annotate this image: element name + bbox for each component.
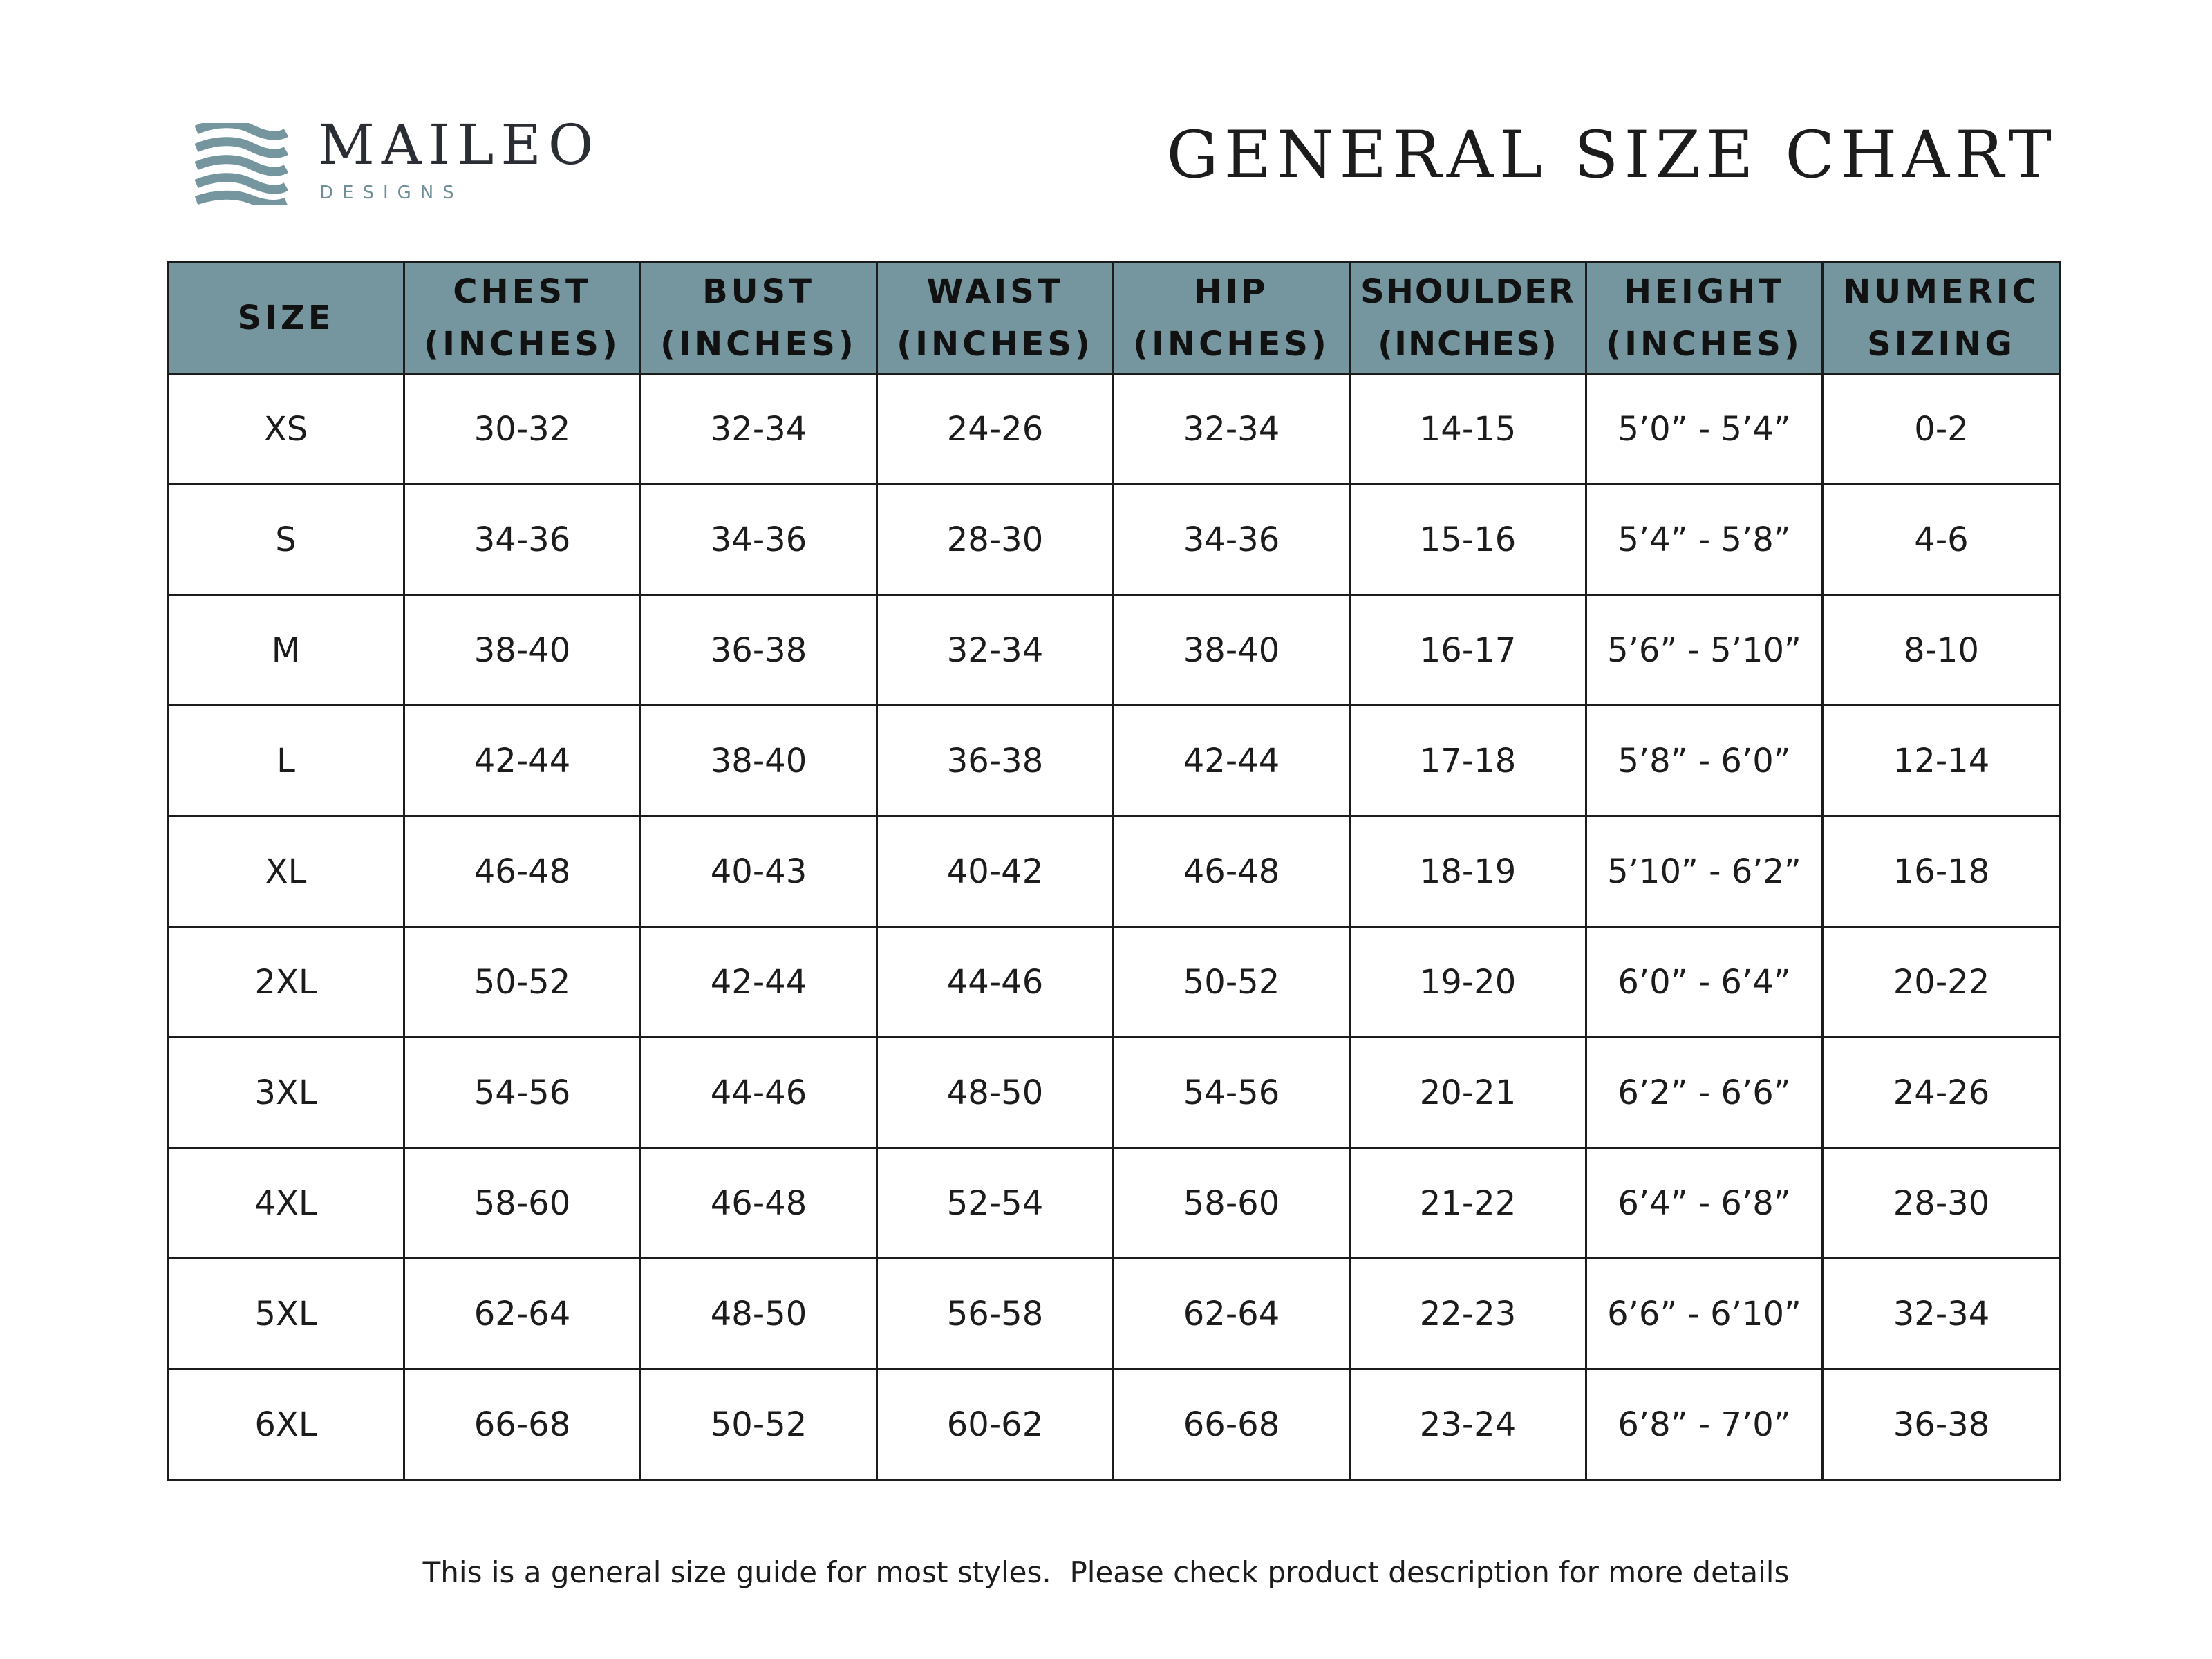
cell-size: M [168, 595, 404, 706]
cell-bust: 32-34 [641, 374, 877, 485]
cell-numeric: 4-6 [1823, 485, 2061, 595]
cell-hip: 46-48 [1114, 816, 1350, 927]
cell-chest: 50-52 [404, 927, 641, 1038]
footnote-text: This is a general size guide for most styles. Please check product description for more details [422, 1555, 1790, 1589]
cell-bust: 48-50 [641, 1259, 877, 1369]
cell-hip: 42-44 [1114, 706, 1350, 816]
cell-hip: 62-64 [1114, 1259, 1350, 1369]
cell-bust: 34-36 [641, 485, 877, 595]
cell-waist: 48-50 [877, 1038, 1114, 1148]
cell-bust: 38-40 [641, 706, 877, 816]
cell-size: 2XL [168, 927, 404, 1038]
cell-shoulder: 17-18 [1350, 706, 1586, 816]
cell-bust: 36-38 [641, 595, 877, 706]
cell-numeric: 20-22 [1823, 927, 2061, 1038]
cell-chest: 34-36 [404, 485, 641, 595]
cell-chest: 46-48 [404, 816, 641, 927]
header-waist: WAIST (INCHES) [877, 263, 1114, 374]
table-row [168, 1259, 2061, 1369]
cell-chest: 38-40 [404, 595, 641, 706]
table-row [168, 706, 2061, 816]
cell-height: 5’8” - 6’0” [1586, 706, 1823, 816]
cell-bust: 40-43 [641, 816, 877, 927]
cell-bust: 44-46 [641, 1038, 877, 1148]
table-row [168, 1038, 2061, 1148]
table-row [168, 927, 2061, 1038]
cell-shoulder: 19-20 [1350, 927, 1586, 1038]
cell-shoulder: 16-17 [1350, 595, 1586, 706]
cell-height: 6’0” - 6’4” [1586, 927, 1823, 1038]
cell-numeric: 24-26 [1823, 1038, 2061, 1148]
cell-size: XS [168, 374, 404, 485]
header-height: HEIGHT (INCHES) [1586, 263, 1823, 374]
table-header-row [168, 263, 2061, 374]
cell-shoulder: 14-15 [1350, 374, 1586, 485]
cell-numeric: 32-34 [1823, 1259, 2061, 1369]
cell-numeric: 16-18 [1823, 816, 2061, 927]
table-body [168, 374, 2061, 1480]
cell-numeric: 8-10 [1823, 595, 2061, 706]
cell-waist: 60-62 [877, 1369, 1114, 1480]
cell-chest: 30-32 [404, 374, 641, 485]
cell-bust: 42-44 [641, 927, 877, 1038]
brand-name: MAILEO [318, 113, 601, 177]
cell-shoulder: 23-24 [1350, 1369, 1586, 1480]
cell-height: 5’10” - 6’2” [1586, 816, 1823, 927]
cell-size: L [168, 706, 404, 816]
cell-numeric: 28-30 [1823, 1148, 2061, 1259]
cell-size: 4XL [168, 1148, 404, 1259]
header-numeric-sizing: NUMERIC SIZING [1823, 263, 2061, 374]
cell-height: 5’6” - 5’10” [1586, 595, 1823, 706]
cell-hip: 54-56 [1114, 1038, 1350, 1148]
cell-hip: 50-52 [1114, 927, 1350, 1038]
cell-shoulder: 20-21 [1350, 1038, 1586, 1148]
brand-subtitle: DESIGNS [319, 182, 463, 203]
table-row [168, 485, 2061, 595]
header-chest: CHEST (INCHES) [404, 263, 641, 374]
cell-height: 6’6” - 6’10” [1586, 1259, 1823, 1369]
cell-hip: 66-68 [1114, 1369, 1350, 1480]
cell-waist: 40-42 [877, 816, 1114, 927]
table-row [168, 1369, 2061, 1480]
cell-waist: 44-46 [877, 927, 1114, 1038]
cell-waist: 52-54 [877, 1148, 1114, 1259]
table-row [168, 374, 2061, 485]
cell-size: 3XL [168, 1038, 404, 1148]
cell-waist: 32-34 [877, 595, 1114, 706]
cell-numeric: 36-38 [1823, 1369, 2061, 1480]
cell-height: 5’0” - 5’4” [1586, 374, 1823, 485]
cell-size: 6XL [168, 1369, 404, 1480]
cell-chest: 42-44 [404, 706, 641, 816]
cell-bust: 46-48 [641, 1148, 877, 1259]
cell-shoulder: 15-16 [1350, 485, 1586, 595]
header-size: SIZE [168, 263, 404, 374]
cell-shoulder: 21-22 [1350, 1148, 1586, 1259]
cell-height: 6’2” - 6’6” [1586, 1038, 1823, 1148]
cell-size: XL [168, 816, 404, 927]
size-chart-table [167, 261, 2061, 1481]
cell-chest: 54-56 [404, 1038, 641, 1148]
cell-height: 6’8” - 7’0” [1586, 1369, 1823, 1480]
table-row [168, 816, 2061, 927]
cell-waist: 36-38 [877, 706, 1114, 816]
cell-chest: 62-64 [404, 1259, 641, 1369]
cell-shoulder: 18-19 [1350, 816, 1586, 927]
cell-hip: 38-40 [1114, 595, 1350, 706]
cell-numeric: 12-14 [1823, 706, 2061, 816]
header-hip: HIP (INCHES) [1114, 263, 1350, 374]
cell-waist: 24-26 [877, 374, 1114, 485]
cell-waist: 56-58 [877, 1259, 1114, 1369]
table-row [168, 1148, 2061, 1259]
cell-waist: 28-30 [877, 485, 1114, 595]
cell-chest: 66-68 [404, 1369, 641, 1480]
cell-height: 5’4” - 5’8” [1586, 485, 1823, 595]
header-bust: BUST (INCHES) [641, 263, 877, 374]
brand-logo [195, 113, 610, 214]
cell-hip: 58-60 [1114, 1148, 1350, 1259]
cell-size: 5XL [168, 1259, 404, 1369]
cell-hip: 34-36 [1114, 485, 1350, 595]
cell-numeric: 0-2 [1823, 374, 2061, 485]
cell-shoulder: 22-23 [1350, 1259, 1586, 1369]
cell-height: 6’4” - 6’8” [1586, 1148, 1823, 1259]
cell-chest: 58-60 [404, 1148, 641, 1259]
waves-icon [195, 123, 288, 205]
table-row [168, 595, 2061, 706]
cell-hip: 32-34 [1114, 374, 1350, 485]
page-title: GENERAL SIZE CHART [1166, 118, 2057, 193]
cell-size: S [168, 485, 404, 595]
header-shoulder: SHOULDER (INCHES) [1350, 263, 1586, 374]
cell-bust: 50-52 [641, 1369, 877, 1480]
